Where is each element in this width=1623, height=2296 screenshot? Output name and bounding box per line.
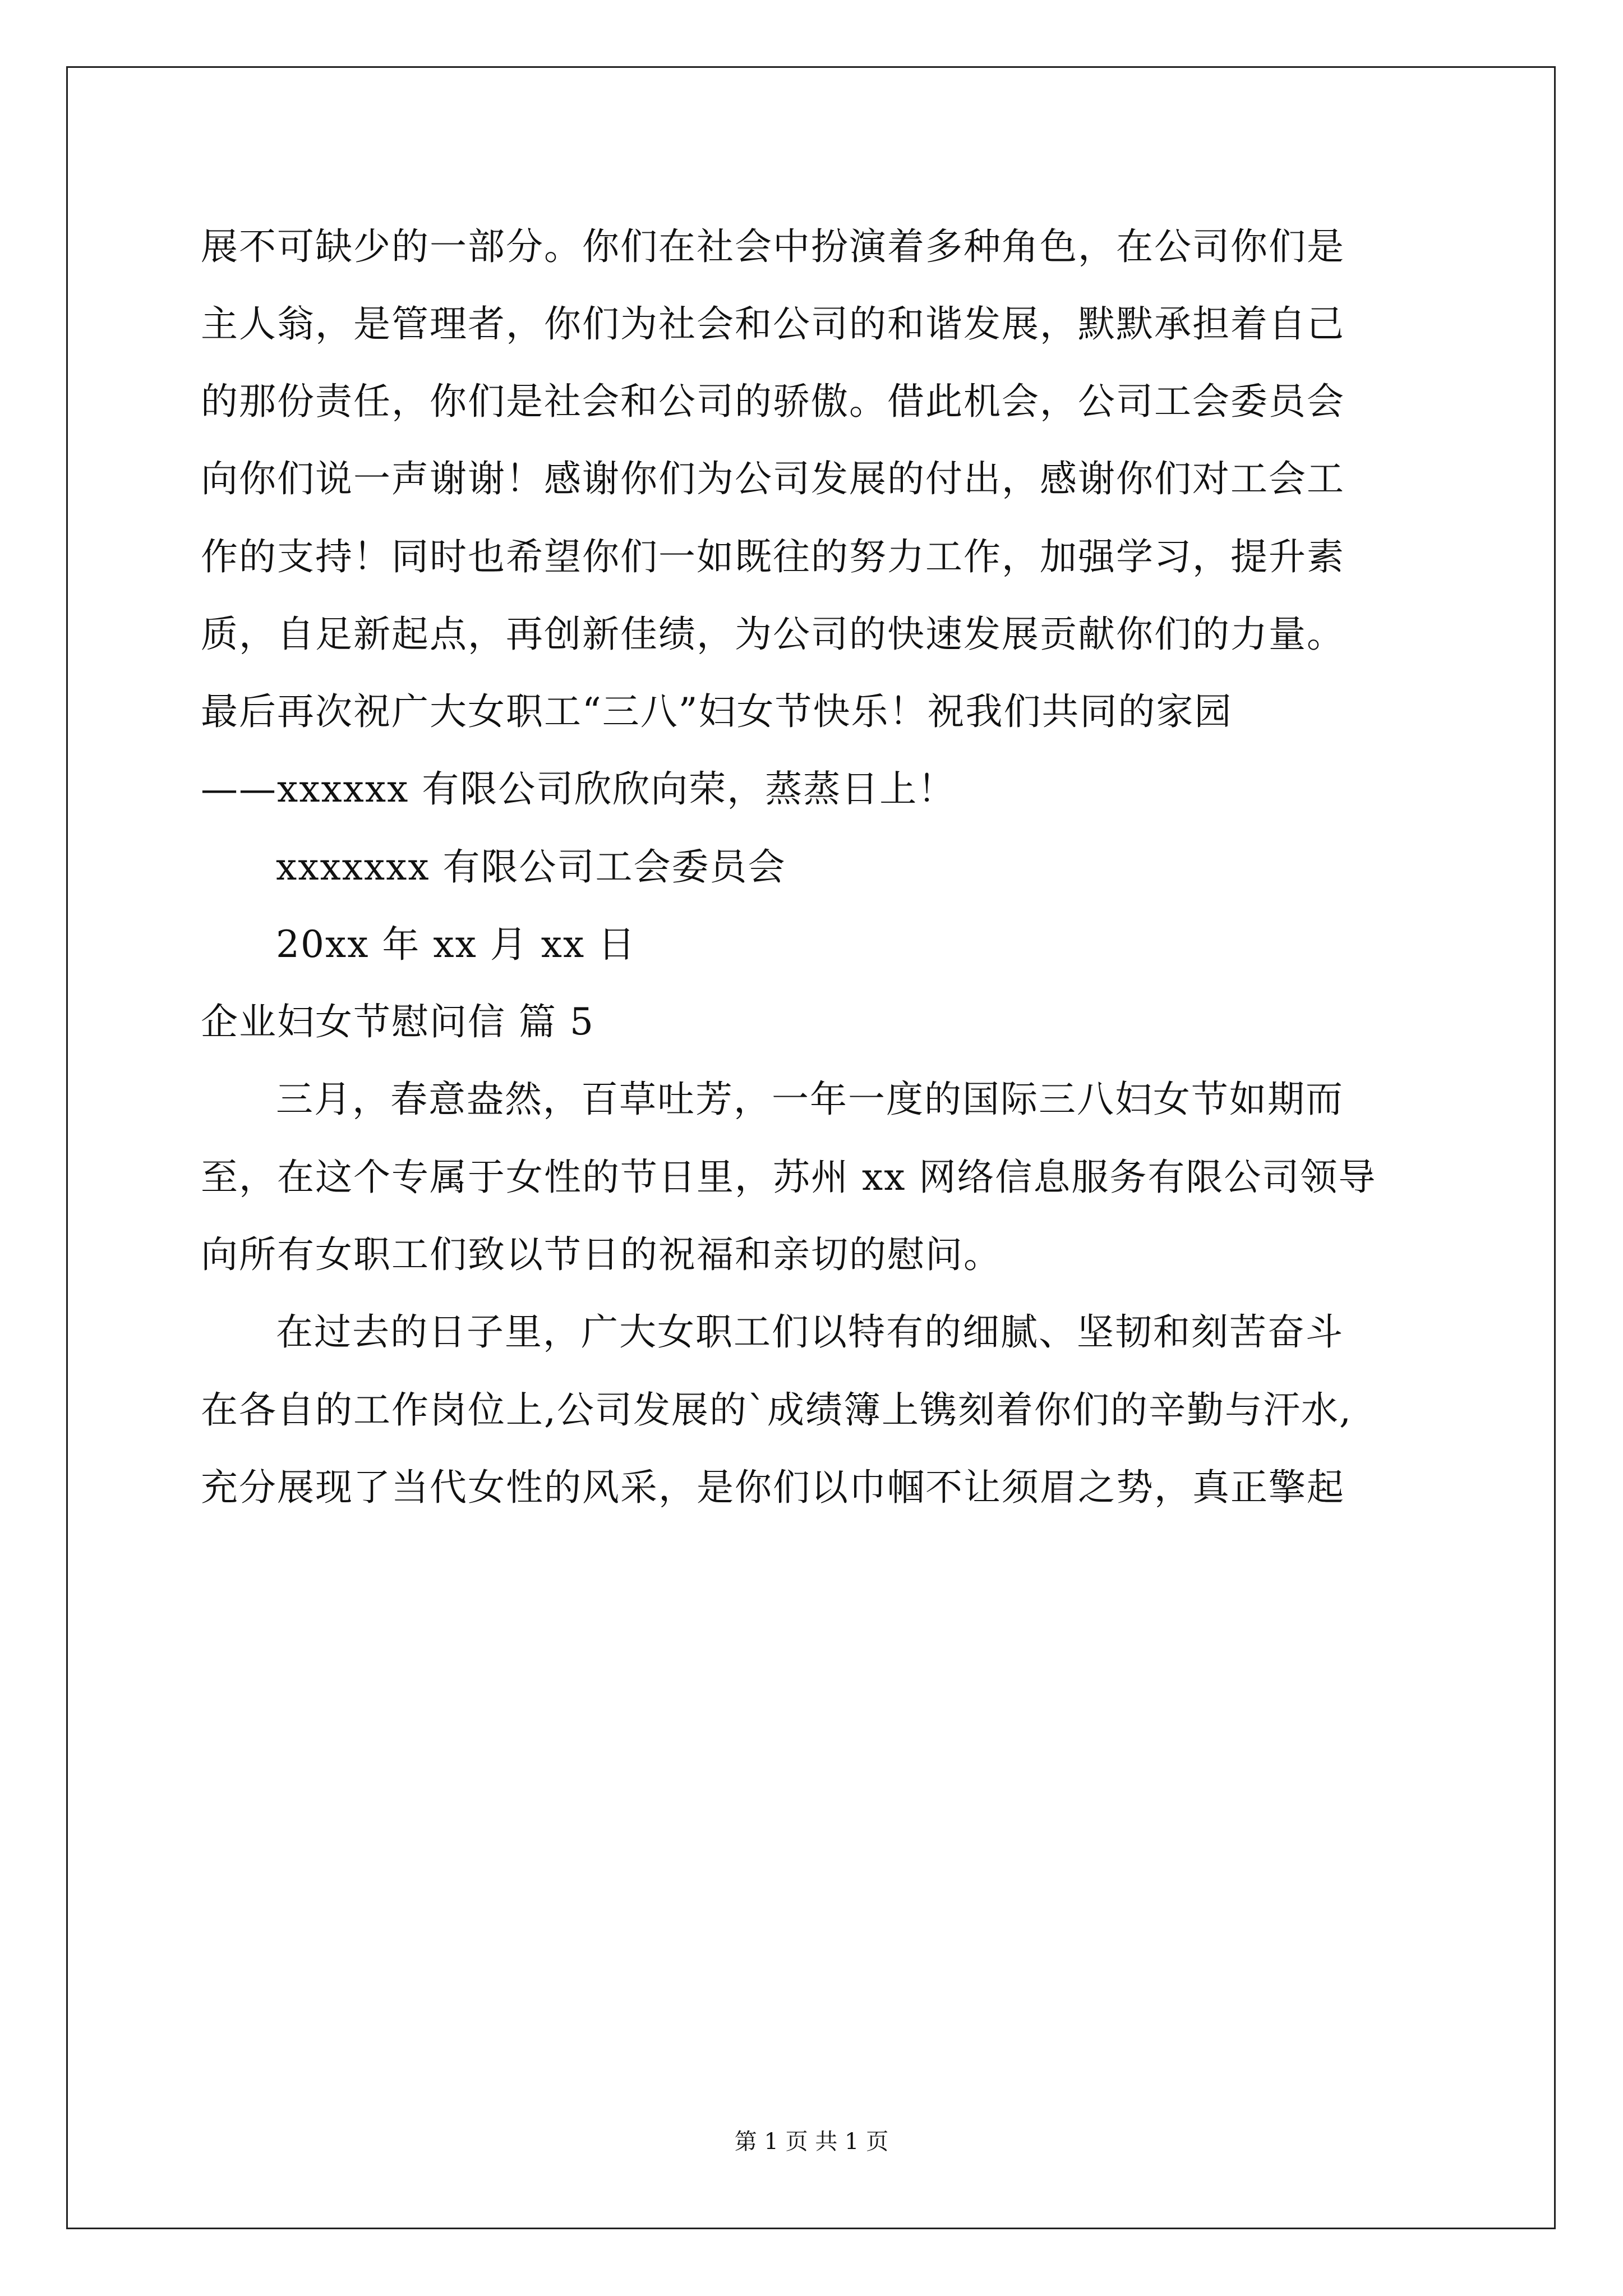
- paragraph-line: 向所有女职工们致以节日的祝福和亲切的慰问。: [201, 1233, 1002, 1276]
- text-line: 作的支持！同时也希望你们一如既往的努力工作，加强学习，提升素: [201, 535, 1345, 578]
- signature: xxxxxxx 有限公司工会委员会: [276, 845, 786, 889]
- text-line: 质，自足新起点，再创新佳绩，为公司的快速发展贡献你们的力量。: [201, 613, 1345, 656]
- paragraph-line: 充分展现了当代女性的风采，是你们以巾帼不让须眉之势，真正擎起: [201, 1466, 1345, 1509]
- paragraph-line: 在各自的工作岗位上,公司发展的`成绩簿上镌刻着你们的辛勤与汗水,: [201, 1388, 1352, 1432]
- date: 20xx 年 xx 月 xx 日: [276, 923, 637, 966]
- text-line: 向你们说一声谢谢！感谢你们为公司发展的付出，感谢你们对工会工: [201, 457, 1345, 500]
- text-line: 最后再次祝广大女职工“三八”妇女节快乐！祝我们共同的家园: [201, 690, 1233, 733]
- text-line: ——xxxxxx 有限公司欣欣向荣，蒸蒸日上！: [201, 767, 956, 811]
- paragraph-line: 三月，春意盎然，百草吐芳，一年一度的国际三八妇女节如期而: [276, 1078, 1344, 1121]
- page-footer: 第 1 页 共 1 页: [734, 2129, 889, 2155]
- text-line: 的那份责任，你们是社会和公司的骄傲。借此机会，公司工会委员会: [201, 380, 1345, 423]
- paragraph-line: 至，在这个专属于女性的节日里，苏州 xx 网络信息服务有限公司领导: [201, 1156, 1377, 1199]
- text-line: 展不可缺少的一部分。你们在社会中扮演着多种角色，在公司你们是: [201, 225, 1345, 268]
- section-title: 企业妇女节慰问信 篇 5: [201, 1000, 594, 1043]
- paragraph-line: 在过去的日子里，广大女职工们以特有的细腻、坚韧和刻苦奋斗: [276, 1310, 1344, 1354]
- text-line: 主人翁，是管理者，你们为社会和公司的和谐发展，默默承担着自己: [201, 302, 1345, 346]
